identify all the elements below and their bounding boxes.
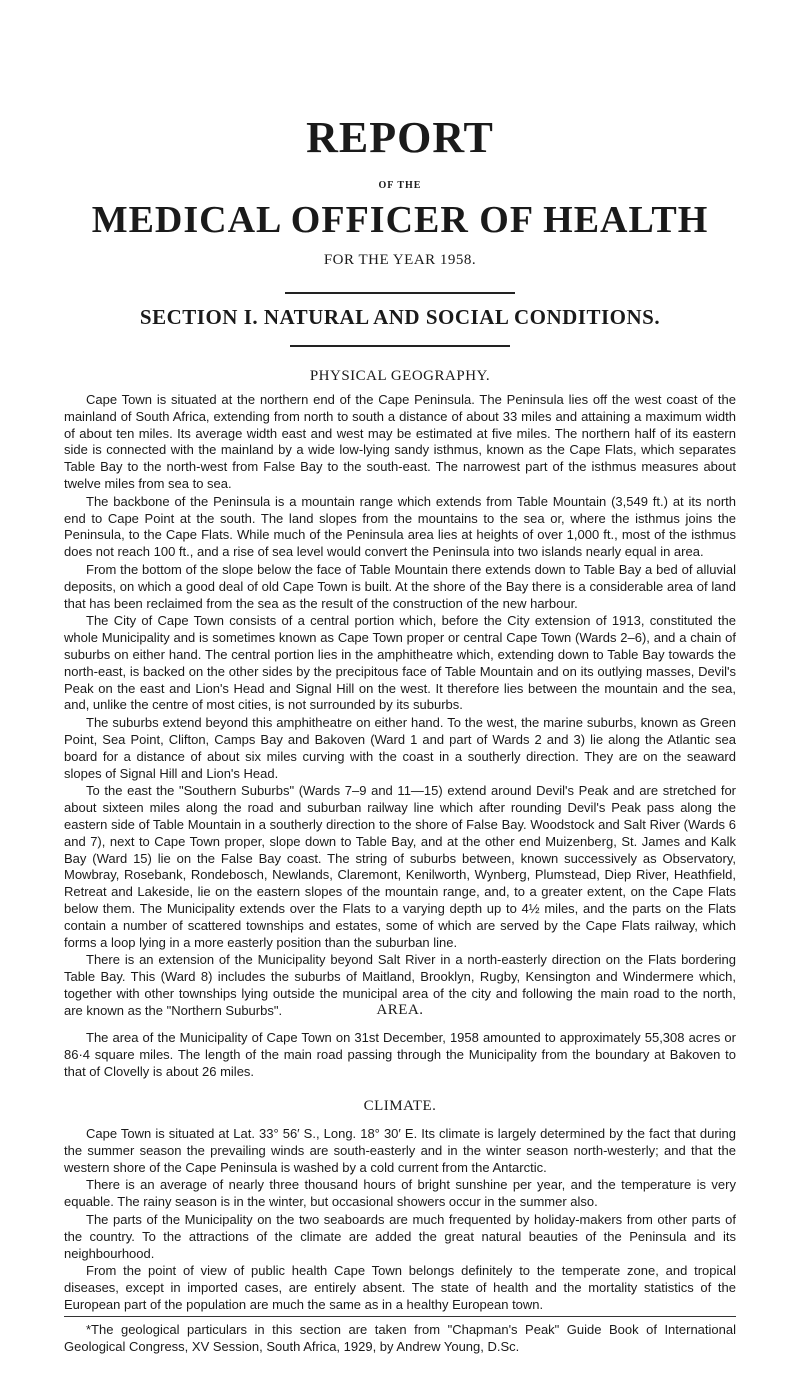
paragraph: The area of the Municipality of Cape Town on 31st December, 1958 amounted to approximately 55,308 acres or 86·4 square miles. The length of the main road passing through the Municipality from the boundary at Bakoven to that of Clovelly is about 26 miles. — [64, 1030, 736, 1079]
section-title: SECTION I. NATURAL AND SOCIAL CONDITIONS. — [139, 305, 661, 329]
paragraph: Cape Town is situated at the northern end of the Cape Peninsula. The Peninsula lies off the west coast of the mainland of South Africa, extending from north to south a distance of about 33 miles and attaining a maximum width of about ten miles. Its average width east and west may be estimated at five miles. The northern half of its eastern side is connected with the mainland by a wide low-lying sandy isthmus, known as the Cape Flats, which separates Table Bay to the north-west from False Bay to the south-east. The narrowest part of the isthmus measures about twelve miles from sea to sea. — [64, 392, 736, 491]
paragraph: There is an extension of the Municipality beyond Salt River in a north-easterly direction on the Flats bordering Table Bay. This (Ward 8) includes the suburbs of Maitland, Brooklyn, Rugby, Kensington and Windermere which, together with other townships lying outside the municipal area of the city and following the main road to the north, are known as the "Northern Suburbs". — [64, 952, 736, 1018]
footnote-divider — [64, 1316, 736, 1317]
paragraph: There is an average of nearly three thousand hours of bright sunshine per year, and the temperature is very equable. The rainy season is in the winter, but occasional showers occur in the summer also. — [64, 1177, 736, 1210]
paragraph: The parts of the Municipality on the two seaboards are much frequented by holiday-makers from other parts of the country. To the attractions of the climate are added the great natural beauties of the Peninsula and its neighbourhood. — [64, 1211, 736, 1261]
divider-section — [290, 345, 510, 347]
divider-top — [285, 292, 515, 294]
footnote — [64, 1322, 736, 1356]
paragraph: The suburbs extend beyond this amphitheatre on either hand. To the west, the marine suburbs, known as Green Point, Sea Point, Clifton, Camps Bay and Bakoven (Ward 1 and part of Wards 2 and 3) lie along the Atlantic sea board for a distance of about six miles curving with the coast in a southerly direction. They are on the seaward slopes of Signal Hill and Lion's Head. — [64, 715, 736, 781]
report-office-title: MEDICAL OFFICER OF HEALTH — [91, 199, 709, 241]
paragraph: Cape Town is situated at Lat. 33° 56′ S., Long. 18° 30′ E. Its climate is largely determined by the fact that during the summer season the prevailing winds are south-easterly and in the winter season north-westerly; and that the western shore of the Cape Peninsula is washed by a cold current from the Antarctic. — [64, 1126, 736, 1175]
physical-geography-text — [64, 392, 736, 1020]
area-text — [64, 1030, 736, 1081]
report-title: REPORT — [306, 113, 494, 162]
physical-geography-heading: PHYSICAL GEOGRAPHY. — [309, 368, 491, 384]
climate-heading: CLIMATE. — [363, 1098, 437, 1114]
area-heading: AREA. — [376, 1002, 424, 1018]
report-year: FOR THE YEAR 1958. — [323, 252, 477, 268]
paragraph: The City of Cape Town consists of a central portion which, before the City extension of 1913, constituted the whole Municipality and is sometimes known as Cape Town proper or central Cape Town (Wards 2–6), and a chain of suburbs on either hand. The central portion lies in the amphitheatre which, extending down to Table Bay towards the north-east, is backed on the other sides by the precipitous face of Table Mountain and on its outlying masses, Devil's Peak on the east and Lion's Head and Signal Hill on the west. It therefore lies between the mountain and the sea, and, unlike the centre of most cities, is not surrounded by its suburbs. — [64, 613, 736, 713]
paragraph: From the point of view of public health Cape Town belongs definitely to the temperate zone, and tropical diseases, except in imported cases, are entirely absent. The state of health and the mortality statistics of the European part of the population are much the same as in a healthy European town. — [64, 1263, 736, 1312]
paragraph: From the bottom of the slope below the face of Table Mountain there extends down to Table Bay a bed of alluvial deposits, on which a good deal of old Cape Town is built. At the shore of the Bay there is a considerable area of land that has been reclaimed from the sea as the result of the construction of the new harbour. — [64, 561, 736, 611]
paragraph: To the east the "Southern Suburbs" (Wards 7–9 and 11—15) extend around Devil's Peak and are stretched for about sixteen miles along the road and suburban railway line which after rounding Devil's Peak pass along the eastern side of Table Mountain in a southerly direction to the shore of False Bay. Woodstock and Salt River (Wards 6 and 7), next to Cape Town proper, slope down to Table Bay, and at the other end Muizenberg, St. James and Kalk Bay (Ward 15) lie on the False Bay coast. The string of suburbs between, known successively as Observatory, Mowbray, Rosebank, Rondebosch, Newlands, Claremont, Kenilworth, Wynberg, Plumstead, Diep River, Heathfield, Retreat and Lakeside, lie on the eastern slopes of the mountain range, and, to a greater extent, on the Cape Flats below them. The Municipality extends over the Flats to a varying depth up to 4½ miles, and the parts on the Flats contain a number of scattered townships and estates, some of which are served by the Cape Flats railway, which forms a loop lying in a more easterly position than the suburban line. — [64, 783, 736, 950]
report-title-of: OF THE — [378, 180, 422, 191]
footnote-text: *The geological particulars in this section are taken from "Chapman's Peak" Guide Book of International Geological Congress, XV Session, South Africa, 1929, by Andrew Young, D.Sc. — [64, 1322, 736, 1354]
paragraph: The backbone of the Peninsula is a mountain range which extends from Table Mountain (3,549 ft.) at its north end to Cape Point at the south. The land slopes from the mountains to the sea or, where the isthmus joins the Peninsula, to the Cape Flats. While much of the Peninsula area lies at heights of over 1,000 ft., most of the isthmus does not reach 100 ft., and a rise of sea level would convert the Peninsula into two islands nearly equal in area. — [64, 493, 736, 560]
climate-text — [64, 1126, 736, 1315]
